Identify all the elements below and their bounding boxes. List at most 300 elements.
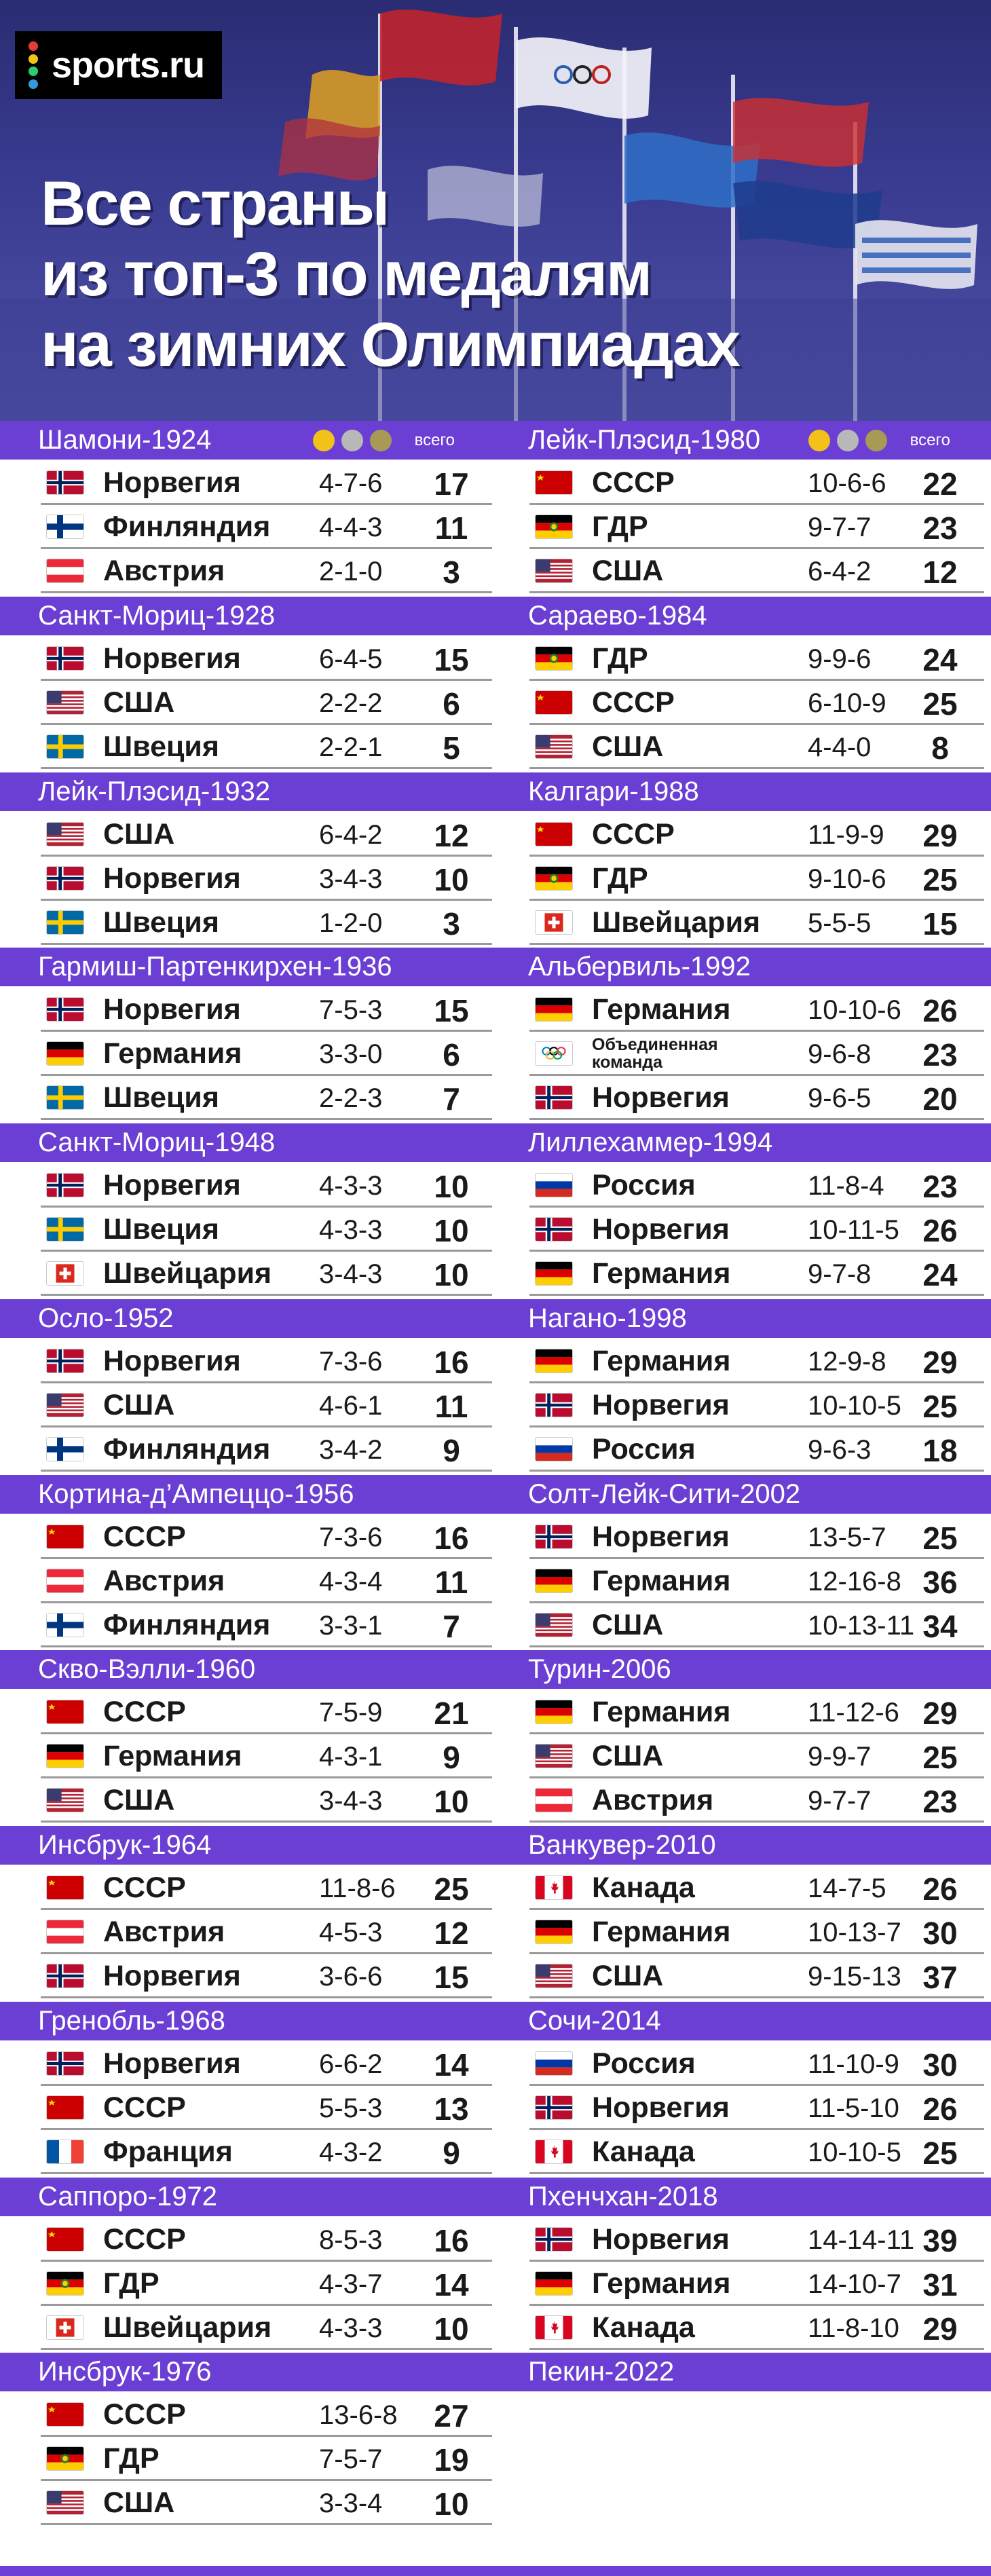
games-block: [495, 1123, 991, 1299]
country-list: [0, 635, 495, 769]
medal-breakdown: 14-14-11: [808, 2224, 915, 2255]
bronze-medal-icon: [370, 430, 392, 451]
games-header: [0, 1475, 495, 1514]
country-name: Объединенная команда: [592, 1035, 718, 1072]
medal-total: 21: [434, 1696, 469, 1732]
ussr-flag-icon: [46, 2095, 84, 2120]
games-header: [0, 1299, 495, 1338]
country-row: [41, 637, 492, 681]
usa-flag-icon: [46, 690, 84, 715]
medal-total: 16: [434, 2222, 469, 2258]
medal-total: 3: [443, 555, 460, 590]
country-name: США: [103, 686, 175, 719]
games-title: Санкт-Мориц-1928: [38, 600, 276, 631]
country-list: [495, 1865, 991, 1998]
germany-flag-icon: [535, 997, 573, 1022]
country-name: Норвегия: [592, 2222, 730, 2256]
medal-breakdown: 4-3-1: [319, 1742, 383, 1772]
country-row: [41, 988, 492, 1032]
medal-total: 10: [434, 1784, 469, 1820]
country-list: [495, 460, 991, 593]
bottom-accent-bar: [0, 2566, 991, 2576]
country-name: Норвегия: [103, 641, 241, 675]
medal-total: 29: [922, 2311, 958, 2347]
country-name: СССР: [592, 686, 675, 719]
country-row: [41, 1208, 492, 1252]
medal-total: 5: [443, 730, 460, 766]
medal-breakdown: 5-5-5: [808, 908, 872, 938]
medal-total: 36: [922, 1564, 958, 1600]
games-header: [495, 948, 991, 986]
country-row: [41, 1076, 492, 1120]
country-name: Норвегия: [592, 1213, 730, 1246]
austria-flag-icon: [46, 1569, 84, 1593]
country-name: ГДР: [592, 641, 648, 675]
games-header: [495, 1826, 991, 1865]
games-header: [495, 1123, 991, 1162]
country-row: [41, 1866, 492, 1910]
country-name: СССР: [103, 2222, 186, 2256]
medal-total: 23: [922, 1784, 958, 1820]
medal-breakdown: 12-16-8: [808, 1566, 901, 1597]
silver-medal-icon: [341, 430, 363, 451]
country-name: СССР: [592, 817, 675, 851]
country-row: [529, 1690, 984, 1734]
medal-total: 25: [922, 1388, 958, 1424]
country-name: СССР: [103, 1871, 186, 1904]
medal-total: 25: [922, 2135, 958, 2171]
country-list: [0, 811, 495, 945]
country-row: [529, 813, 984, 857]
norway-flag-icon: [46, 997, 84, 1022]
country-name: Канада: [592, 1871, 695, 1904]
medal-total: 19: [434, 2442, 469, 2478]
games-header: [495, 2002, 991, 2040]
medal-breakdown: 6-4-2: [808, 557, 872, 586]
medal-total: 25: [922, 1740, 958, 1776]
country-name: СССР: [103, 1696, 186, 1729]
games-header: [495, 2178, 991, 2216]
legend-total-label: всего: [910, 430, 950, 449]
medal-breakdown: 9-7-8: [808, 1259, 872, 1289]
germany-flag-icon: [535, 1261, 573, 1286]
bronze-medal-icon: [865, 430, 887, 451]
medal-breakdown: 3-3-4: [319, 2488, 383, 2519]
games-title: Сараево-1984: [528, 600, 707, 631]
usa-flag-icon: [535, 559, 573, 583]
country-name: Германия: [592, 2266, 731, 2300]
country-row: [529, 505, 984, 549]
medal-breakdown: 7-3-6: [319, 1346, 383, 1377]
country-row: [41, 681, 492, 725]
country-name: США: [103, 817, 175, 851]
sports-ru-logo[interactable]: [15, 31, 222, 99]
medal-total: 34: [922, 1608, 958, 1644]
country-name: Финляндия: [103, 510, 271, 543]
country-name: Норвегия: [592, 2091, 730, 2124]
medal-total: 22: [922, 466, 958, 502]
games-column-right: [495, 421, 991, 2528]
country-row: [41, 1603, 492, 1647]
switzerland-flag-icon: [46, 2315, 84, 2340]
medal-total: 9: [443, 1432, 460, 1468]
country-name: США: [103, 2486, 175, 2520]
country-name: Германия: [592, 993, 731, 1026]
medal-total: 29: [922, 817, 958, 853]
medal-total: 6: [443, 1037, 460, 1073]
medal-breakdown: 4-3-2: [319, 2137, 383, 2167]
country-row: [529, 2218, 984, 2262]
country-row: [529, 1076, 984, 1120]
country-row: [41, 2042, 492, 2086]
medal-breakdown: 8-5-3: [319, 2224, 383, 2255]
games-block: [495, 2353, 991, 2528]
country-name: Германия: [592, 1696, 731, 1729]
country-name: Германия: [592, 1257, 731, 1290]
canada-flag-icon: [535, 2140, 573, 2164]
medal-breakdown: 4-4-0: [808, 732, 872, 762]
medal-breakdown: 11-12-6: [808, 1698, 899, 1728]
medal-breakdown: 4-3-3: [319, 1171, 383, 1201]
country-name: Россия: [592, 1432, 696, 1466]
norway-flag-icon: [46, 646, 84, 671]
medal-breakdown: 7-5-9: [319, 1698, 383, 1728]
country-name: Германия: [103, 1037, 242, 1070]
games-title: Инсбрук-1964: [38, 1830, 212, 1860]
country-row: [41, 1515, 492, 1559]
canada-flag-icon: [535, 1875, 573, 1900]
games-title: Скво-Вэлли-1960: [38, 1654, 256, 1685]
medal-breakdown: 2-2-1: [319, 732, 383, 762]
germany-flag-icon: [535, 1920, 573, 1944]
games-header: [495, 1299, 991, 1338]
medal-total: 9: [443, 1740, 460, 1776]
logo-text: sports.ru: [52, 45, 205, 86]
games-title: Лиллехаммер-1994: [528, 1127, 773, 1157]
medal-breakdown: 9-9-7: [808, 1742, 872, 1772]
country-list: [495, 1689, 991, 1823]
country-name: Австрия: [103, 555, 225, 587]
medal-breakdown: 4-3-4: [319, 1566, 383, 1597]
germany-flag-icon: [535, 1569, 573, 1593]
medal-total: 10: [434, 2486, 469, 2522]
country-name: Норвегия: [592, 1388, 730, 1421]
medal-total: 39: [922, 2222, 958, 2258]
medal-breakdown: 7-5-3: [319, 995, 383, 1026]
games-title: Нагано-1998: [528, 1303, 687, 1333]
country-row: [529, 1032, 984, 1076]
country-list: [495, 1514, 991, 1647]
country-row: [529, 1910, 984, 1954]
country-list: [0, 1514, 495, 1647]
games-title: Санкт-Мориц-1948: [38, 1127, 276, 1157]
medal-total: 15: [434, 993, 469, 1029]
country-row: [41, 725, 492, 769]
medal-breakdown: 2-1-0: [319, 557, 383, 586]
games-block: [495, 772, 991, 948]
medal-breakdown: 9-15-13: [808, 1962, 901, 1992]
norway-flag-icon: [46, 866, 84, 891]
sweden-flag-icon: [46, 1217, 84, 1242]
games-block: [495, 2002, 991, 2178]
country-name: Норвегия: [592, 1081, 730, 1115]
usa-flag-icon: [535, 1613, 573, 1637]
country-list: [495, 635, 991, 769]
ussr-flag-icon: [535, 822, 573, 846]
medal-total: 37: [922, 1960, 958, 1995]
medal-breakdown: 9-7-7: [808, 512, 872, 542]
medal-total: 10: [434, 2311, 469, 2347]
country-row: [41, 1734, 492, 1778]
medal-total: 20: [922, 1081, 958, 1117]
games-title: Лейк-Плэсид-1932: [38, 776, 271, 806]
gdr-flag-icon: [535, 515, 573, 539]
games-block: [495, 421, 991, 597]
medal-breakdown: 7-3-6: [319, 1522, 383, 1552]
games-block: [495, 1650, 991, 1826]
games-block: [0, 948, 495, 1123]
medal-breakdown: 11-9-9: [808, 819, 884, 850]
games-header: [0, 772, 495, 811]
games-title: Турин-2006: [528, 1654, 671, 1685]
games-title: Осло-1952: [38, 1303, 174, 1333]
country-row: [529, 1778, 984, 1823]
medals-legend: [313, 421, 455, 460]
medal-breakdown: 14-10-7: [808, 2269, 901, 2299]
country-row: [529, 1954, 984, 1998]
medal-total: 30: [922, 2047, 958, 2083]
medal-total: 12: [922, 555, 958, 590]
games-header: [0, 421, 495, 460]
medal-breakdown: 4-7-6: [319, 468, 383, 498]
norway-flag-icon: [46, 1173, 84, 1197]
country-list: [495, 1162, 991, 1296]
medal-breakdown: 9-10-6: [808, 863, 886, 894]
title-line: Все страны: [41, 169, 389, 238]
country-list: [0, 1338, 495, 1472]
country-list: [0, 986, 495, 1120]
country-name: США: [592, 1740, 664, 1773]
medal-breakdown: 1-2-0: [319, 908, 383, 938]
medal-breakdown: 10-13-11: [808, 1610, 915, 1641]
games-block: [495, 1299, 991, 1475]
country-name: Норвегия: [103, 1960, 241, 1992]
games-block: [0, 1299, 495, 1475]
country-name: Швейцария: [103, 1257, 272, 1290]
country-row: [41, 549, 492, 593]
medal-total: 7: [443, 1608, 460, 1644]
games-header: [495, 597, 991, 635]
russia-flag-icon: [535, 1173, 573, 1197]
medal-breakdown: 5-5-3: [319, 2093, 383, 2123]
games-header: [495, 2353, 991, 2391]
country-row: [529, 1866, 984, 1910]
country-name: Россия: [592, 2047, 696, 2080]
country-list: [0, 2391, 495, 2525]
austria-flag-icon: [535, 1788, 573, 1812]
games-title: Кортина-д’Ампеццо-1956: [38, 1478, 354, 1509]
country-name: Норвегия: [103, 2047, 241, 2080]
medal-total: 25: [922, 861, 958, 897]
usa-flag-icon: [535, 1744, 573, 1768]
usa-flag-icon: [535, 734, 573, 759]
ussr-flag-icon: [535, 690, 573, 715]
gdr-flag-icon: [535, 646, 573, 671]
medal-total: 29: [922, 1696, 958, 1732]
country-list: [495, 986, 991, 1120]
country-list: [0, 1162, 495, 1296]
medal-breakdown: 3-4-3: [319, 1786, 383, 1816]
norway-flag-icon: [535, 1085, 573, 1110]
ussr-flag-icon: [46, 2227, 84, 2252]
medal-breakdown: 2-2-3: [319, 1083, 383, 1114]
country-row: [529, 549, 984, 593]
medal-breakdown: 3-3-0: [319, 1039, 383, 1070]
title-line: из топ-3 по медалям: [41, 240, 652, 309]
country-name: ГДР: [103, 2442, 160, 2476]
medal-total: 24: [922, 1257, 958, 1292]
country-row: [529, 1427, 984, 1472]
medal-breakdown: 10-10-5: [808, 1390, 901, 1421]
games-title: Лейк-Плэсид-1980: [528, 425, 761, 455]
medal-total: 15: [434, 1960, 469, 1995]
usa-flag-icon: [46, 822, 84, 846]
medal-total: 25: [922, 686, 958, 722]
country-row: [41, 1427, 492, 1472]
games-header: [0, 2002, 495, 2040]
logo-dots-icon: [24, 41, 43, 89]
medal-breakdown: 11-8-4: [808, 1171, 884, 1201]
games-block: [495, 1826, 991, 2002]
games-header: [0, 2178, 495, 2216]
country-name: Австрия: [103, 1916, 225, 1948]
sweden-flag-icon: [46, 910, 84, 935]
country-name: СССР: [103, 2091, 186, 2124]
medal-breakdown: 2-2-2: [319, 688, 383, 718]
games-block: [495, 948, 991, 1123]
medal-breakdown: 9-6-3: [808, 1434, 872, 1465]
medal-breakdown: 10-13-7: [808, 1918, 901, 1947]
germany-flag-icon: [535, 2271, 573, 2296]
finland-flag-icon: [46, 1437, 84, 1461]
medal-total: 29: [922, 1344, 958, 1380]
norway-flag-icon: [46, 470, 84, 495]
country-name: ГДР: [592, 861, 648, 895]
medal-total: 11: [434, 1388, 468, 1424]
country-name: Швеция: [103, 1213, 219, 1246]
medal-total: 13: [434, 2091, 469, 2127]
norway-flag-icon: [535, 2227, 573, 2252]
country-name: Канада: [592, 2311, 695, 2344]
games-title: Ванкувер-2010: [528, 1830, 716, 1860]
medal-total: 23: [922, 1037, 958, 1073]
medal-breakdown: 11-8-10: [808, 2313, 899, 2343]
country-name: США: [592, 555, 664, 587]
medal-total: 18: [922, 1432, 958, 1468]
country-row: [41, 813, 492, 857]
country-row: [529, 2262, 984, 2306]
france-flag-icon: [46, 2140, 84, 2164]
medal-breakdown: 11-8-6: [319, 1873, 396, 1903]
medal-total: 8: [931, 730, 949, 766]
country-name: Норвегия: [592, 1520, 730, 1553]
legend-total-label: всего: [414, 430, 455, 449]
games-title: Солт-Лейк-Сити-2002: [528, 1478, 801, 1509]
games-title: Пекин-2022: [528, 2357, 675, 2387]
country-name: Австрия: [592, 1784, 714, 1817]
country-row: [41, 2437, 492, 2481]
country-name: СССР: [103, 2398, 186, 2431]
country-name: Швейцария: [103, 2311, 272, 2344]
medal-total: 12: [434, 1916, 469, 1951]
games-title: Пхенчхан-2018: [528, 2181, 718, 2211]
medal-breakdown: 13-5-7: [808, 1522, 886, 1552]
medal-total: 26: [922, 1213, 958, 1248]
country-row: [529, 1208, 984, 1252]
usa-flag-icon: [535, 1964, 573, 1988]
medal-total: 7: [443, 1081, 460, 1117]
medal-breakdown: 12-9-8: [808, 1346, 886, 1377]
games-header: [495, 772, 991, 811]
country-row: [41, 1778, 492, 1823]
games-header: [0, 948, 495, 986]
country-name: Норвегия: [103, 861, 241, 895]
country-row: [41, 2218, 492, 2262]
country-row: [41, 1383, 492, 1427]
title-line: на зимних Олимпиадах: [41, 310, 739, 379]
medal-breakdown: 4-4-3: [319, 512, 383, 542]
games-block: [0, 1475, 495, 1651]
medal-total: 25: [922, 1520, 958, 1556]
country-list: [495, 2040, 991, 2174]
country-name: ГДР: [592, 510, 648, 543]
country-name: Германия: [592, 1916, 731, 1948]
finland-flag-icon: [46, 515, 84, 539]
medal-total: 10: [434, 1169, 469, 1204]
medal-breakdown: 6-6-2: [319, 2049, 383, 2079]
games-title: Гармиш-Партенкирхен-1936: [38, 952, 392, 982]
medal-breakdown: 4-3-3: [319, 2313, 383, 2343]
games-title: Инсбрук-1976: [38, 2357, 212, 2387]
country-list: [0, 1689, 495, 1823]
medal-breakdown: 10-6-6: [808, 468, 886, 498]
medal-breakdown: 9-6-8: [808, 1039, 872, 1070]
country-row: [529, 681, 984, 725]
games-block: [495, 1475, 991, 1651]
gdr-flag-icon: [46, 2271, 84, 2296]
medal-total: 31: [922, 2266, 958, 2302]
usa-flag-icon: [46, 2490, 84, 2515]
medal-breakdown: 9-9-6: [808, 643, 872, 674]
country-list: [495, 2391, 991, 2393]
games-block: [495, 2178, 991, 2353]
ussr-flag-icon: [46, 1525, 84, 1549]
medal-breakdown: 3-4-3: [319, 1259, 383, 1289]
country-row: [41, 1339, 492, 1383]
medal-breakdown: 4-6-1: [319, 1390, 383, 1421]
country-name: Швеция: [103, 1081, 219, 1115]
medal-breakdown: 11-10-9: [808, 2049, 899, 2079]
medal-breakdown: 13-6-8: [319, 2400, 398, 2431]
country-list: [495, 811, 991, 945]
games-header: [495, 1650, 991, 1689]
medal-total: 12: [434, 817, 469, 853]
country-row: [529, 1603, 984, 1647]
country-name: Россия: [592, 1169, 696, 1201]
country-row: [529, 1515, 984, 1559]
country-list: [0, 2216, 495, 2350]
medal-breakdown: 3-3-1: [319, 1610, 383, 1641]
